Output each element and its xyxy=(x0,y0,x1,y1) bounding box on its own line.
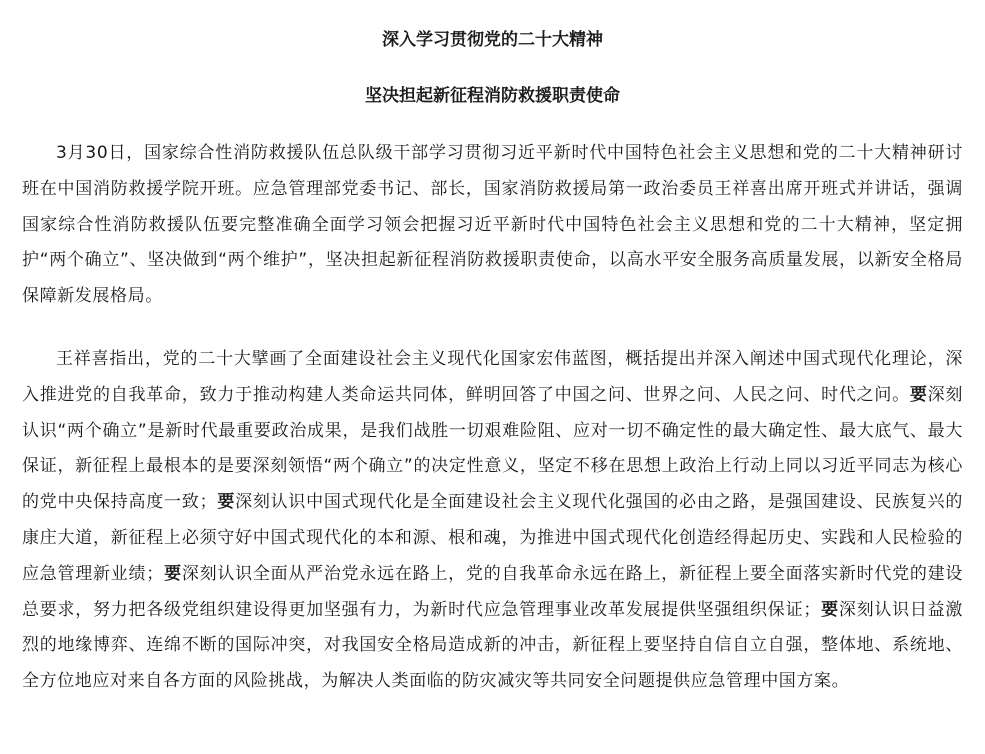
point-1-lead: 要 xyxy=(909,384,928,405)
article-title: 深入学习贯彻党的二十大精神 xyxy=(382,30,603,50)
point-3-text: 深刻认识全面从严治党永远在路上，党的自我革命永远在路上，新征程上要全面落实新时代党的建设总要求，努力把各级党组织建设得更加坚强有力，为新时代应急管理事业改革发展提供坚强组织保证； xyxy=(22,563,963,620)
paragraph-2 xyxy=(22,342,963,700)
paragraph-1: 3月30日，国家综合性消防救援队伍总队级干部学习贯彻习近平新时代中国特色社会主义思想和党的二十大精神研讨班在中国消防救援学院开班。应急管理部党委书记、部长，国家消防救援局第一政治委员王祥喜出席开班式并讲话，强调国家综合性消防救援队伍要完整准确全面学习领会把握习近平新时代中国特色社会主义思想和党的二十大精神，坚定拥护“两个确立”、坚决做到“两个维护”，坚决担起新征程消防救援职责使命，以高水平安全服务高质量发展，以新安全格局保障新发展格局。 xyxy=(22,143,963,307)
point-3-lead: 要 xyxy=(163,563,182,584)
article-subtitle: 坚决担起新征程消防救援职责使命 xyxy=(365,86,620,106)
point-1-text: 深刻认识“两个确立”是新时代最重要政治成果，是我们战胜一切艰难险阻、应对一切不确定性的最大确定性、最大底气、最大保证，新征程上最根本的是要深刻领悟“两个确立”的决定性意义，坚定不移在思想上政治上行动上同以习近平同志为核心的党中央保持高度一致； xyxy=(22,384,963,513)
paragraph-2-intro: 王祥喜指出，党的二十大擘画了全面建设社会主义现代化国家宏伟蓝图，概括提出并深入阐述中国式现代化理论，深入推进党的自我革命，致力于推动构建人类命运共同体，鲜明回答了中国之问、世界之问、人民之问、时代之问。 xyxy=(22,348,963,405)
point-2-text: 深刻认识中国式现代化是全面建设社会主义现代化强国的必由之路，是强国建设、民族复兴的康庄大道，新征程上必须守好中国式现代化的本和源、根和魂，为推进中国式现代化创造经得起历史、实践和人民检验的应急管理新业绩； xyxy=(22,492,963,584)
point-2-lead: 要 xyxy=(217,492,236,513)
point-4-lead: 要 xyxy=(820,599,839,620)
point-4-text: 深刻认识日益激烈的地缘博弈、连绵不断的国际冲突，对我国安全格局造成新的冲击，新征程上要坚持自信自立自强，整体地、系统地、全方位地应对来自各方面的风险挑战，为解决人类面临的防灾减灾等共同安全问题提供应急管理中国方案。 xyxy=(22,599,964,692)
